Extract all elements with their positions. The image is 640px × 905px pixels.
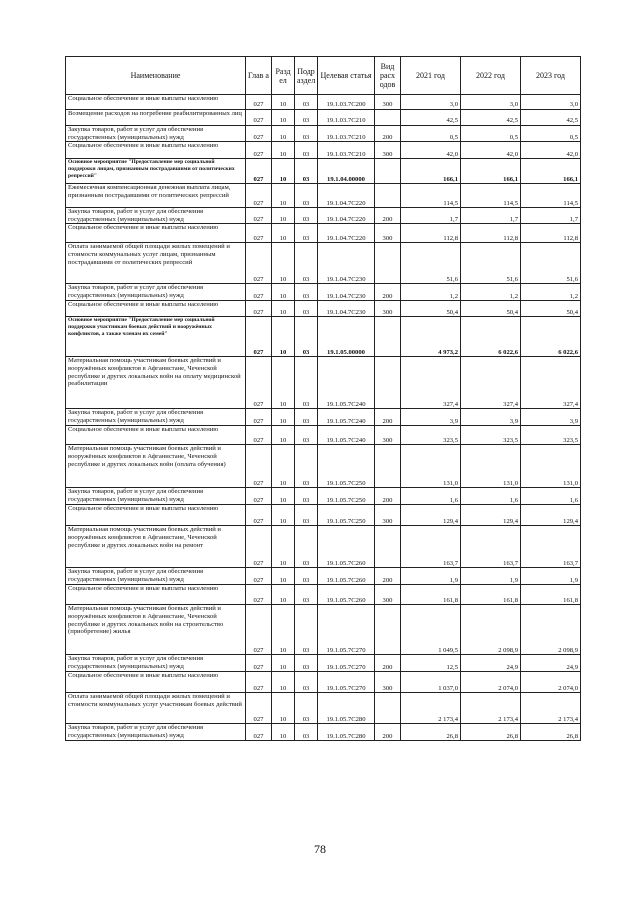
row-name: Закупка товаров, работ и услуг для обеспечения государственных (муниципальных) нужд: [66, 208, 246, 224]
row-amount-2023: 24,9: [521, 655, 581, 672]
row-amount-2023: 42,0: [521, 142, 581, 159]
row-expense-type: [375, 445, 401, 488]
row-glava: 027: [246, 243, 272, 284]
table-row: [66, 159, 581, 184]
row-podrazdel: 03: [295, 110, 318, 126]
row-amount-2021: 129,4: [401, 505, 461, 526]
row-razdel: 10: [272, 655, 295, 672]
row-amount-2022: 1,2: [461, 284, 521, 301]
row-glava: 027: [246, 208, 272, 224]
row-target-article: 19.1.04.7С220: [318, 184, 375, 208]
row-target-article: 19.1.05.7С270: [318, 672, 375, 693]
row-podrazdel: 03: [295, 208, 318, 224]
row-razdel: 10: [272, 126, 295, 142]
row-glava: 027: [246, 142, 272, 159]
row-podrazdel: 03: [295, 724, 318, 741]
row-amount-2022: 114,5: [461, 184, 521, 208]
row-amount-2022: 0,5: [461, 126, 521, 142]
row-amount-2021: 51,6: [401, 243, 461, 284]
table-row: [66, 505, 581, 526]
row-razdel: 10: [272, 409, 295, 426]
row-expense-type: [375, 357, 401, 409]
row-expense-type: 200: [375, 724, 401, 741]
row-amount-2021: 42,5: [401, 110, 461, 126]
table-row: [66, 526, 581, 568]
row-amount-2022: 42,5: [461, 110, 521, 126]
table-row: [66, 208, 581, 224]
row-name: Материальная помощь участникам боевых действий и вооружённых конфликтов в Афганистане, Чеченской республике и других локальных войн на строительство (приобретение) жилья: [66, 605, 246, 655]
row-amount-2023: 2 173,4: [521, 693, 581, 724]
row-amount-2022: 129,4: [461, 505, 521, 526]
row-amount-2021: 1,2: [401, 284, 461, 301]
row-expense-type: 200: [375, 284, 401, 301]
row-razdel: 10: [272, 505, 295, 526]
row-amount-2022: 6 022,6: [461, 317, 521, 357]
table-row: [66, 693, 581, 724]
row-amount-2021: 2 173,4: [401, 693, 461, 724]
row-amount-2022: 2 098,9: [461, 605, 521, 655]
row-glava: 027: [246, 301, 272, 317]
row-amount-2022: 1,7: [461, 208, 521, 224]
row-podrazdel: 03: [295, 184, 318, 208]
row-expense-type: 300: [375, 224, 401, 243]
table-row: [66, 243, 581, 284]
row-glava: 027: [246, 284, 272, 301]
row-target-article: 19.1.05.7С280: [318, 693, 375, 724]
row-name: Социальное обеспечение и иные выплаты населению: [66, 95, 246, 110]
row-razdel: 10: [272, 208, 295, 224]
row-name: Ежемесячная компенсационная денежная выплата лицам, признанным пострадавшими от политических репрессий: [66, 184, 246, 208]
row-expense-type: [375, 693, 401, 724]
row-name: Закупка товаров, работ и услуг для обеспечения государственных (муниципальных) нужд: [66, 488, 246, 505]
row-expense-type: 200: [375, 208, 401, 224]
row-expense-type: 300: [375, 505, 401, 526]
row-podrazdel: 03: [295, 159, 318, 184]
row-name: Материальная помощь участникам боевых действий и вооружённых конфликтов в Афганистане, Чеченской республике и других локальных войн на ремонт: [66, 526, 246, 568]
table-row: [66, 409, 581, 426]
row-amount-2023: 0,5: [521, 126, 581, 142]
row-amount-2022: 112,8: [461, 224, 521, 243]
row-amount-2023: 26,8: [521, 724, 581, 741]
header-podrazdel: Подр аздел: [295, 57, 318, 95]
row-amount-2023: 51,6: [521, 243, 581, 284]
row-glava: 027: [246, 95, 272, 110]
row-glava: 027: [246, 224, 272, 243]
row-expense-type: 200: [375, 568, 401, 585]
header-name: Наименование: [66, 57, 246, 95]
row-amount-2023: 2 074,0: [521, 672, 581, 693]
row-podrazdel: 03: [295, 301, 318, 317]
row-podrazdel: 03: [295, 317, 318, 357]
row-glava: 027: [246, 409, 272, 426]
row-glava: 027: [246, 693, 272, 724]
row-name: Оплата занимаемой общей площади жилых помещений и стоимости коммунальных услуг лицам, признанным пострадавшими от политических репрессий: [66, 243, 246, 284]
row-amount-2022: 3,9: [461, 409, 521, 426]
row-target-article: 19.1.05.00000: [318, 317, 375, 357]
row-expense-type: [375, 184, 401, 208]
row-glava: 027: [246, 585, 272, 605]
row-razdel: 10: [272, 693, 295, 724]
row-razdel: 10: [272, 357, 295, 409]
row-expense-type: 200: [375, 126, 401, 142]
row-name: Социальное обеспечение и иные выплаты населению: [66, 142, 246, 159]
row-podrazdel: 03: [295, 142, 318, 159]
row-expense-type: [375, 317, 401, 357]
row-amount-2022: 323,5: [461, 426, 521, 445]
row-razdel: 10: [272, 445, 295, 488]
header-razdel: Разд ел: [272, 57, 295, 95]
row-amount-2021: 327,4: [401, 357, 461, 409]
row-name: Социальное обеспечение и иные выплаты населению: [66, 301, 246, 317]
row-name: Социальное обеспечение и иные выплаты населению: [66, 426, 246, 445]
header-glava: Глав а: [246, 57, 272, 95]
row-podrazdel: 03: [295, 409, 318, 426]
row-expense-type: 300: [375, 672, 401, 693]
row-glava: 027: [246, 526, 272, 568]
row-amount-2022: 3,0: [461, 95, 521, 110]
row-glava: 027: [246, 655, 272, 672]
row-amount-2021: 4 973,2: [401, 317, 461, 357]
row-amount-2021: 1,6: [401, 488, 461, 505]
row-glava: 027: [246, 724, 272, 741]
row-amount-2022: 131,0: [461, 445, 521, 488]
row-amount-2023: 1,7: [521, 208, 581, 224]
row-target-article: 19.1.03.7С210: [318, 110, 375, 126]
header-year-2021: 2021 год: [401, 57, 461, 95]
row-amount-2023: 114,5: [521, 184, 581, 208]
row-razdel: 10: [272, 184, 295, 208]
row-podrazdel: 03: [295, 224, 318, 243]
header-expense-type: Вид расх одов: [375, 57, 401, 95]
row-razdel: 10: [272, 159, 295, 184]
row-amount-2023: 161,8: [521, 585, 581, 605]
row-amount-2021: 114,5: [401, 184, 461, 208]
row-amount-2023: 163,7: [521, 526, 581, 568]
row-razdel: 10: [272, 284, 295, 301]
row-razdel: 10: [272, 526, 295, 568]
row-target-article: 19.1.04.7С230: [318, 243, 375, 284]
table-row: [66, 357, 581, 409]
row-podrazdel: 03: [295, 526, 318, 568]
table-row: [66, 655, 581, 672]
row-glava: 027: [246, 126, 272, 142]
row-podrazdel: 03: [295, 605, 318, 655]
row-razdel: 10: [272, 110, 295, 126]
row-amount-2023: 166,1: [521, 159, 581, 184]
row-podrazdel: 03: [295, 284, 318, 301]
row-podrazdel: 03: [295, 505, 318, 526]
row-podrazdel: 03: [295, 445, 318, 488]
table-row: [66, 568, 581, 585]
row-razdel: 10: [272, 605, 295, 655]
row-name: Закупка товаров, работ и услуг для обеспечения государственных (муниципальных) нужд: [66, 655, 246, 672]
row-name: Возмещение расходов на погребение реабилитированных лиц: [66, 110, 246, 126]
row-amount-2021: 131,0: [401, 445, 461, 488]
row-expense-type: [375, 605, 401, 655]
row-amount-2023: 2 098,9: [521, 605, 581, 655]
header-target-article: Целевая статья: [318, 57, 375, 95]
row-amount-2021: 1 049,5: [401, 605, 461, 655]
row-name: Материальная помощь участникам боевых действий и вооружённых конфликтов в Афганистане, Чеченской республике и других локальных войн (оплата обучения): [66, 445, 246, 488]
row-amount-2023: 3,9: [521, 409, 581, 426]
row-target-article: 19.1.03.7С200: [318, 95, 375, 110]
row-amount-2021: 1,9: [401, 568, 461, 585]
row-podrazdel: 03: [295, 243, 318, 284]
row-glava: 027: [246, 488, 272, 505]
row-target-article: 19.1.05.7С280: [318, 724, 375, 741]
row-glava: 027: [246, 445, 272, 488]
row-podrazdel: 03: [295, 693, 318, 724]
table-row: [66, 110, 581, 126]
row-name: Социальное обеспечение и иные выплаты населению: [66, 224, 246, 243]
header-row: [66, 57, 581, 95]
row-amount-2023: 323,5: [521, 426, 581, 445]
row-name: Основное мероприятие "Предоставление мер социальной поддержки лицам, признанным пострадавшими от политических репрессий": [66, 159, 246, 184]
row-razdel: 10: [272, 243, 295, 284]
row-target-article: 19.1.05.7С240: [318, 357, 375, 409]
row-target-article: 19.1.03.7С210: [318, 142, 375, 159]
row-podrazdel: 03: [295, 568, 318, 585]
row-amount-2022: 161,8: [461, 585, 521, 605]
row-amount-2021: 112,8: [401, 224, 461, 243]
row-glava: 027: [246, 672, 272, 693]
row-target-article: 19.1.04.7С220: [318, 224, 375, 243]
row-razdel: 10: [272, 724, 295, 741]
row-expense-type: 200: [375, 488, 401, 505]
row-razdel: 10: [272, 488, 295, 505]
row-amount-2021: 12,5: [401, 655, 461, 672]
row-name: Закупка товаров, работ и услуг для обеспечения государственных (муниципальных) нужд: [66, 284, 246, 301]
row-target-article: 19.1.05.7С260: [318, 526, 375, 568]
row-podrazdel: 03: [295, 357, 318, 409]
row-amount-2023: 42,5: [521, 110, 581, 126]
row-amount-2023: 1,6: [521, 488, 581, 505]
row-amount-2023: 112,8: [521, 224, 581, 243]
page-number: 78: [314, 842, 326, 856]
row-target-article: 19.1.05.7С270: [318, 605, 375, 655]
table-row: [66, 95, 581, 110]
row-razdel: 10: [272, 95, 295, 110]
row-name: Закупка товаров, работ и услуг для обеспечения государственных (муниципальных) нужд: [66, 568, 246, 585]
row-amount-2022: 24,9: [461, 655, 521, 672]
row-target-article: 19.1.05.7С250: [318, 505, 375, 526]
table-row: [66, 605, 581, 655]
row-amount-2023: 1,2: [521, 284, 581, 301]
header-year-2022: 2022 год: [461, 57, 521, 95]
row-target-article: 19.1.04.00000: [318, 159, 375, 184]
row-podrazdel: 03: [295, 488, 318, 505]
row-name: Социальное обеспечение и иные выплаты населению: [66, 585, 246, 605]
header-year-2023: 2023 год: [521, 57, 581, 95]
row-amount-2021: 166,1: [401, 159, 461, 184]
row-podrazdel: 03: [295, 672, 318, 693]
row-glava: 027: [246, 568, 272, 585]
row-amount-2021: 42,0: [401, 142, 461, 159]
row-name: Социальное обеспечение и иные выплаты населению: [66, 505, 246, 526]
row-target-article: 19.1.03.7С210: [318, 126, 375, 142]
row-target-article: 19.1.05.7С240: [318, 409, 375, 426]
row-podrazdel: 03: [295, 655, 318, 672]
table-row: [66, 488, 581, 505]
row-name: Закупка товаров, работ и услуг для обеспечения государственных (муниципальных) нужд: [66, 409, 246, 426]
row-name: Социальное обеспечение и иные выплаты населению: [66, 672, 246, 693]
row-amount-2021: 1,7: [401, 208, 461, 224]
row-amount-2021: 323,5: [401, 426, 461, 445]
row-glava: 027: [246, 110, 272, 126]
row-target-article: 19.1.05.7С260: [318, 585, 375, 605]
row-amount-2022: 51,6: [461, 243, 521, 284]
row-amount-2022: 166,1: [461, 159, 521, 184]
row-amount-2023: 50,4: [521, 301, 581, 317]
row-amount-2022: 26,8: [461, 724, 521, 741]
row-glava: 027: [246, 426, 272, 445]
table-row: [66, 301, 581, 317]
row-podrazdel: 03: [295, 585, 318, 605]
row-expense-type: 200: [375, 655, 401, 672]
table-row: [66, 672, 581, 693]
row-glava: 027: [246, 159, 272, 184]
row-name: Оплата занимаемой общей площади жилых помещений и стоимости коммунальных услуг участникам боевых действий: [66, 693, 246, 724]
row-amount-2022: 50,4: [461, 301, 521, 317]
table-row: [66, 445, 581, 488]
row-glava: 027: [246, 505, 272, 526]
row-expense-type: 300: [375, 585, 401, 605]
row-amount-2023: 131,0: [521, 445, 581, 488]
row-name: Закупка товаров, работ и услуг для обеспечения государственных (муниципальных) нужд: [66, 724, 246, 741]
row-amount-2021: 1 037,0: [401, 672, 461, 693]
row-target-article: 19.1.04.7С230: [318, 301, 375, 317]
row-expense-type: [375, 526, 401, 568]
table-row: [66, 142, 581, 159]
row-expense-type: [375, 159, 401, 184]
row-target-article: 19.1.05.7С240: [318, 426, 375, 445]
row-expense-type: 300: [375, 426, 401, 445]
table-row: [66, 284, 581, 301]
row-amount-2022: 2 173,4: [461, 693, 521, 724]
table-row: [66, 224, 581, 243]
table-row: [66, 426, 581, 445]
row-podrazdel: 03: [295, 426, 318, 445]
row-razdel: 10: [272, 317, 295, 357]
row-amount-2021: 26,8: [401, 724, 461, 741]
row-name: Закупка товаров, работ и услуг для обеспечения государственных (муниципальных) нужд: [66, 126, 246, 142]
row-expense-type: 300: [375, 301, 401, 317]
row-target-article: 19.1.04.7С230: [318, 284, 375, 301]
row-razdel: 10: [272, 585, 295, 605]
row-podrazdel: 03: [295, 95, 318, 110]
row-amount-2023: 3,0: [521, 95, 581, 110]
row-target-article: 19.1.04.7С220: [318, 208, 375, 224]
row-amount-2022: 1,6: [461, 488, 521, 505]
row-glava: 027: [246, 357, 272, 409]
row-amount-2023: 129,4: [521, 505, 581, 526]
row-razdel: 10: [272, 301, 295, 317]
budget-table: [65, 56, 581, 741]
row-amount-2021: 3,0: [401, 95, 461, 110]
row-amount-2021: 161,8: [401, 585, 461, 605]
row-expense-type: [375, 110, 401, 126]
table-row: [66, 126, 581, 142]
row-amount-2021: 163,7: [401, 526, 461, 568]
table-row: [66, 317, 581, 357]
row-expense-type: 300: [375, 142, 401, 159]
row-amount-2022: 2 074,0: [461, 672, 521, 693]
row-expense-type: 300: [375, 95, 401, 110]
row-amount-2023: 6 022,6: [521, 317, 581, 357]
row-amount-2022: 163,7: [461, 526, 521, 568]
row-amount-2021: 50,4: [401, 301, 461, 317]
row-amount-2022: 1,9: [461, 568, 521, 585]
row-glava: 027: [246, 317, 272, 357]
row-expense-type: [375, 243, 401, 284]
row-name: Основное мероприятие "Предоставление мер социальной поддержки участникам боевых действий и вооружённых конфликтов, а также членам их семей": [66, 317, 246, 357]
row-name: Материальная помощь участникам боевых действий и вооружённых конфликтов в Афганистане, Чеченской республике и других локальных войн на оплату медицинской реабилитации: [66, 357, 246, 409]
row-razdel: 10: [272, 142, 295, 159]
row-podrazdel: 03: [295, 126, 318, 142]
row-amount-2022: 42,0: [461, 142, 521, 159]
table-row: [66, 724, 581, 741]
row-glava: 027: [246, 184, 272, 208]
row-amount-2021: 3,9: [401, 409, 461, 426]
row-amount-2021: 0,5: [401, 126, 461, 142]
table-row: [66, 184, 581, 208]
row-razdel: 10: [272, 568, 295, 585]
row-glava: 027: [246, 605, 272, 655]
row-target-article: 19.1.05.7С250: [318, 445, 375, 488]
row-razdel: 10: [272, 426, 295, 445]
row-amount-2022: 327,4: [461, 357, 521, 409]
row-target-article: 19.1.05.7С260: [318, 568, 375, 585]
row-target-article: 19.1.05.7С250: [318, 488, 375, 505]
row-razdel: 10: [272, 224, 295, 243]
row-amount-2023: 327,4: [521, 357, 581, 409]
row-razdel: 10: [272, 672, 295, 693]
row-amount-2023: 1,9: [521, 568, 581, 585]
row-expense-type: 200: [375, 409, 401, 426]
row-target-article: 19.1.05.7С270: [318, 655, 375, 672]
table-row: [66, 585, 581, 605]
